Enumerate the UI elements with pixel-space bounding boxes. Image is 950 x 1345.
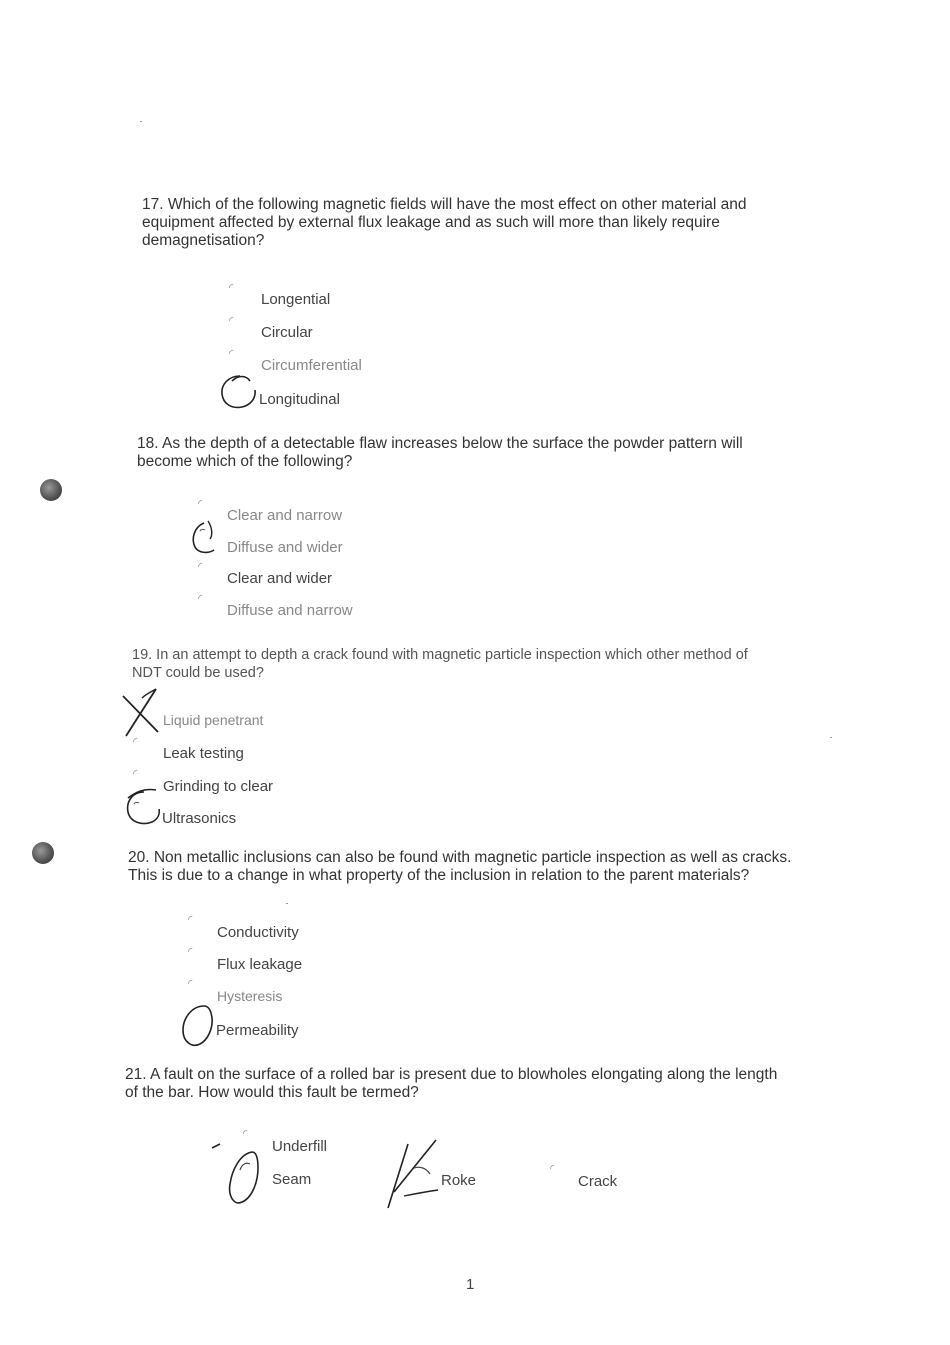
radio-button[interactable]: ◜	[188, 945, 193, 958]
q21-option-1[interactable]: Underfill	[272, 1138, 328, 1155]
question-18-line-1: 18. As the depth of a detectable flaw increases below the surface the powder pattern will	[137, 435, 743, 452]
radio-button[interactable]: ◜	[188, 913, 193, 926]
scan-speck	[830, 737, 832, 738]
q19-option-4[interactable]: Ultrasonics	[162, 810, 237, 827]
question-18	[137, 435, 743, 471]
scan-speck	[286, 903, 288, 904]
circled-answer-icon	[188, 517, 224, 559]
q19-option-3[interactable]: Grinding to clear	[163, 778, 274, 795]
q20-option-4[interactable]: Permeability	[216, 1022, 299, 1039]
crossed-out-mark-icon	[380, 1134, 446, 1212]
question-17-line-3: demagnetisation?	[142, 232, 265, 249]
q17-option-1[interactable]: Longential	[261, 291, 331, 308]
radio-button[interactable]: ◜	[243, 1127, 248, 1140]
question-17-line-1: 17. Which of the following magnetic fields will have the most effect on other material and	[142, 196, 747, 213]
question-20-line-2: This is due to a change in what property of the inclusion in relation to the parent materials?	[128, 867, 750, 884]
q18-option-2[interactable]: Diffuse and wider	[227, 539, 343, 556]
q20-option-2[interactable]: Flux leakage	[217, 956, 303, 973]
q18-option-4[interactable]: Diffuse and narrow	[227, 602, 353, 619]
question-19	[132, 646, 748, 682]
q19-option-1[interactable]: Liquid penetrant	[163, 712, 264, 728]
radio-button[interactable]: ◜	[188, 977, 193, 990]
q20-option-1[interactable]: Conductivity	[217, 924, 299, 941]
q18-option-1[interactable]: Clear and narrow	[227, 507, 343, 524]
question-17	[142, 196, 747, 250]
circled-answer-icon	[178, 1000, 218, 1052]
page-number: 1	[466, 1276, 475, 1293]
question-18-line-2: become which of the following?	[137, 453, 353, 470]
punch-hole-icon	[32, 842, 54, 864]
circled-answer-icon	[224, 1146, 270, 1210]
question-21-line-2: of the bar. How would this fault be termed?	[125, 1084, 419, 1101]
circled-answer-icon	[122, 784, 162, 830]
question-17-line-2: equipment affected by external flux leakage and as such will more than likely require	[142, 214, 720, 231]
question-19-line-2: NDT could be used?	[132, 665, 264, 681]
circled-answer-icon	[218, 372, 260, 412]
q20-option-3[interactable]: Hysteresis	[217, 988, 283, 1004]
radio-button[interactable]: ◜	[198, 592, 203, 605]
q18-option-3[interactable]: Clear and wider	[227, 570, 333, 587]
radio-button[interactable]: ◜	[550, 1162, 555, 1175]
q17-option-2[interactable]: Circular	[261, 324, 313, 341]
question-21-line-1: 21. A fault on the surface of a rolled bar is present due to blowholes elongating along the length	[125, 1066, 778, 1083]
question-21	[125, 1066, 777, 1102]
q19-option-2[interactable]: Leak testing	[163, 745, 244, 762]
radio-button[interactable]: ◜	[198, 497, 203, 510]
question-19-line-1: 19. In an attempt to depth a crack found with magnetic particle inspection which other method of	[132, 647, 748, 663]
radio-button[interactable]: ◜	[229, 314, 234, 327]
q17-option-4[interactable]: Longitudinal	[259, 391, 340, 408]
punch-hole-icon	[40, 479, 62, 501]
q21-option-4[interactable]: Crack	[578, 1173, 618, 1190]
q21-option-3[interactable]: Roke	[441, 1172, 477, 1189]
scan-speck	[140, 121, 142, 122]
q21-option-2[interactable]: Seam	[272, 1171, 312, 1188]
radio-button[interactable]: ◜	[229, 347, 234, 360]
radio-button[interactable]: ◜	[133, 767, 138, 780]
radio-button[interactable]: ◜	[198, 560, 203, 573]
question-20-line-1: 20. Non metallic inclusions can also be found with magnetic particle inspection as well as cracks.	[128, 849, 792, 866]
radio-button[interactable]: ◜	[229, 281, 234, 294]
tick-mark-icon	[210, 1140, 224, 1152]
radio-button[interactable]: ◜	[133, 735, 138, 748]
question-20	[128, 849, 791, 885]
q17-option-3[interactable]: Circumferential	[261, 357, 362, 374]
crossed-out-mark-icon	[118, 686, 164, 740]
